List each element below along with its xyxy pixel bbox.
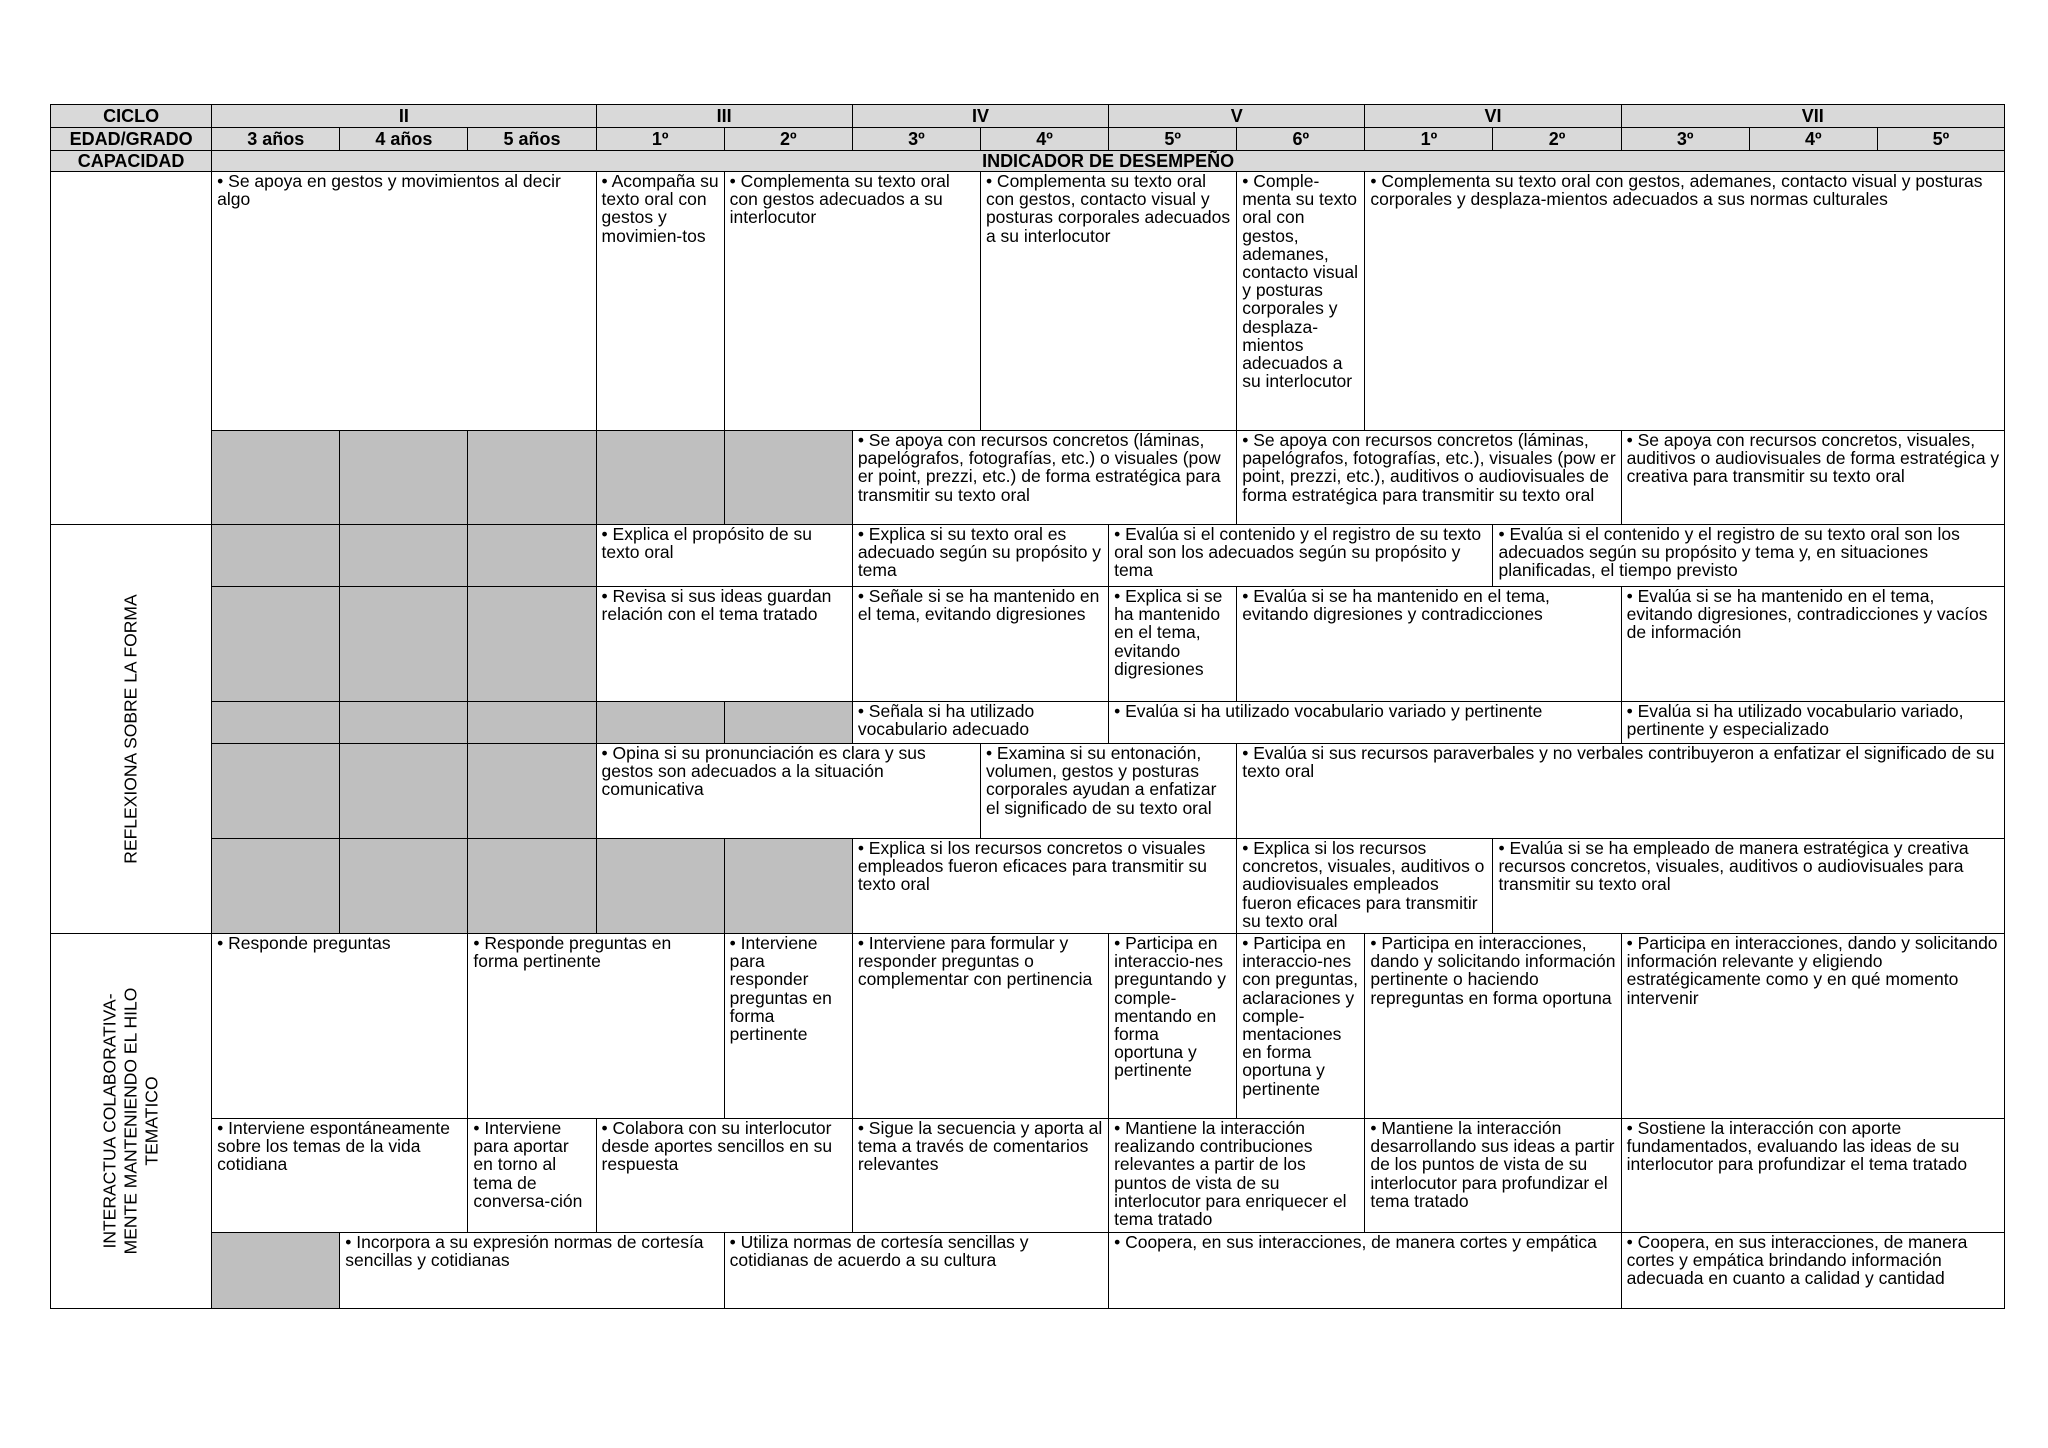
indicator-cell: • Mantiene la interacción realizando contribuciones relevantes a partir de los puntos de vista de su interlocutor para enriquecer el tema tratado — [1109, 1119, 1365, 1233]
indicator-cell: • Interviene espontáneamente sobre los temas de la vida cotidiana — [212, 1119, 468, 1233]
empty-cell — [340, 839, 468, 934]
table-row — [51, 1233, 2005, 1309]
performance-indicator-table — [50, 104, 2005, 1309]
indicator-cell: • Se apoya con recursos concretos (láminas, papelógrafos, fotografías, etc.), visuales (pow er point, prezzi, etc.), auditivos o audiovisuales de forma estratégica para transmitir su texto oral — [1237, 431, 1621, 525]
indicator-cell: • Complementa su texto oral con gestos, contacto visual y posturas corporales adecuados a su interlocutor — [980, 172, 1236, 431]
indicator-cell: • Evalúa si ha utilizado vocabulario variado y pertinente — [1109, 702, 1622, 744]
table-row — [51, 934, 2005, 1119]
empty-cell — [468, 431, 596, 525]
indicator-cell: • Coopera, en sus interacciones, de manera cortes y empática brindando información adecuada en cuanto a calidad y cantidad — [1621, 1233, 2004, 1309]
table-row — [51, 525, 2005, 587]
indicator-cell: • Coopera, en sus interacciones, de manera cortes y empática — [1109, 1233, 1622, 1309]
document-page — [50, 104, 2005, 1313]
empty-cell — [212, 525, 340, 587]
grado-5-primaria: 5º — [1109, 128, 1237, 151]
table-row — [51, 744, 2005, 839]
indicator-cell: • Revisa si sus ideas guardan relación con el tema tratado — [596, 587, 852, 702]
empty-cell — [340, 702, 468, 744]
empty-cell — [724, 839, 852, 934]
capacidad-interactua-line3: TEMATICO — [141, 1076, 162, 1166]
grado-2-secundaria: 2º — [1493, 128, 1621, 151]
indicator-cell: • Participa en interaccio-nes preguntando y comple-mentando en forma oportuna y pertinente — [1109, 934, 1237, 1119]
ciclo-iii: III — [596, 105, 852, 128]
ciclo-ii: II — [212, 105, 596, 128]
ciclo-vii: VII — [1621, 105, 2004, 128]
capacidad-label: CAPACIDAD — [51, 151, 212, 172]
empty-cell — [468, 744, 596, 839]
empty-cell — [468, 587, 596, 702]
capacidad-reflexiona-label: REFLEXIONA SOBRE LA FORMA — [120, 594, 141, 864]
indicator-cell: • Explica el propósito de su texto oral — [596, 525, 852, 587]
empty-cell — [212, 431, 340, 525]
indicator-cell: • Señala si ha utilizado vocabulario adecuado — [852, 702, 1108, 744]
indicator-cell: • Responde preguntas — [212, 934, 468, 1119]
indicator-cell: • Explica si los recursos concretos, visuales, auditivos o audiovisuales empleados fueron eficaces para transmitir su texto oral — [1237, 839, 1493, 934]
grado-2-primaria: 2º — [724, 128, 852, 151]
indicator-cell: • Complementa su texto oral con gestos, ademanes, contacto visual y posturas corporales y desplaza-mientos adecuados a sus normas culturales — [1365, 172, 2005, 431]
table-row — [51, 172, 2005, 431]
indicator-cell: • Participa en interacciones, dando y solicitando información relevante y eligiendo estratégicamente como y en qué momento intervenir — [1621, 934, 2004, 1119]
ciclo-header-row — [51, 105, 2005, 128]
indicator-cell: • Mantiene la interacción desarrollando sus ideas a partir de los puntos de vista de su interlocutor para profundizar el tema tratado — [1365, 1119, 1621, 1233]
table-row — [51, 839, 2005, 934]
grado-header-row — [51, 128, 2005, 151]
grado-3-anos: 3 años — [212, 128, 340, 151]
table-row — [51, 431, 2005, 525]
grado-6-primaria: 6º — [1237, 128, 1365, 151]
grado-4-primaria: 4º — [980, 128, 1108, 151]
indicator-cell: • Señale si se ha mantenido en el tema, evitando digresiones — [852, 587, 1108, 702]
indicator-cell: • Examina si su entonación, volumen, gestos y posturas corporales ayudan a enfatizar el significado de su texto oral — [980, 744, 1236, 839]
empty-cell — [596, 431, 724, 525]
indicator-cell: • Sostiene la interacción con aporte fundamentados, evaluando las ideas de su interlocutor para profundizar el tema tratado — [1621, 1119, 2004, 1233]
table-row — [51, 587, 2005, 702]
indicator-cell: • Participa en interacciones, dando y solicitando información pertinente o haciendo repreguntas en forma oportuna — [1365, 934, 1621, 1119]
ciclo-label: CICLO — [51, 105, 212, 128]
indicator-cell: • Evalúa si ha utilizado vocabulario variado, pertinente y especializado — [1621, 702, 2004, 744]
empty-cell — [468, 525, 596, 587]
capacidad-interactua-line1: INTERACTUA COLABORATIVA- — [99, 993, 120, 1249]
ciclo-vi: VI — [1365, 105, 1621, 128]
indicator-cell: • Complementa su texto oral con gestos adecuados a su interlocutor — [724, 172, 980, 431]
indicator-cell: • Interviene para aportar en torno al tema de conversa-ción — [468, 1119, 596, 1233]
indicator-cell: • Interviene para responder preguntas en forma pertinente — [724, 934, 852, 1119]
empty-cell — [468, 702, 596, 744]
indicator-cell: • Se apoya con recursos concretos, visuales, auditivos o audiovisuales de forma estratégica y creativa para transmitir su texto oral — [1621, 431, 2004, 525]
indicator-cell: • Evalúa si el contenido y el registro de su texto oral son los adecuados según su propósito y tema — [1109, 525, 1493, 587]
indicator-cell: • Colabora con su interlocutor desde aportes sencillos en su respuesta — [596, 1119, 852, 1233]
empty-cell — [340, 525, 468, 587]
indicator-cell: • Explica si los recursos concretos o visuales empleados fueron eficaces para transmitir su texto oral — [852, 839, 1236, 934]
table-row — [51, 702, 2005, 744]
indicator-cell: • Acompaña su texto oral con gestos y movimien-tos — [596, 172, 724, 431]
capacidad-header-row — [51, 151, 2005, 172]
empty-cell — [468, 839, 596, 934]
empty-cell — [212, 587, 340, 702]
indicator-cell: • Evalúa si se ha empleado de manera estratégica y creativa recursos concretos, visuales, auditivos o audiovisuales para transmitir su texto oral — [1493, 839, 2005, 934]
grado-5-anos: 5 años — [468, 128, 596, 151]
grado-3-primaria: 3º — [852, 128, 980, 151]
grado-5-secundaria: 5º — [1877, 128, 2004, 151]
grado-4-anos: 4 años — [340, 128, 468, 151]
empty-cell — [596, 839, 724, 934]
empty-cell — [340, 744, 468, 839]
empty-cell — [340, 431, 468, 525]
capacidad-reflexiona — [51, 525, 212, 934]
empty-cell — [212, 1233, 340, 1309]
indicator-cell: • Evalúa si el contenido y el registro de su texto oral son los adecuados según su propósito y tema y, en situaciones planificadas, el tiempo previsto — [1493, 525, 2005, 587]
indicator-cell: • Opina si su pronunciación es clara y sus gestos son adecuados a la situación comunicativa — [596, 744, 980, 839]
grado-3-secundaria: 3º — [1621, 128, 1749, 151]
indicator-cell: • Sigue la secuencia y aporta al tema a través de comentarios relevantes — [852, 1119, 1108, 1233]
grado-1-secundaria: 1º — [1365, 128, 1493, 151]
indicator-cell: • Comple-menta su texto oral con gestos, ademanes, contacto visual y posturas corporales y desplaza-mientos adecuados a su interlocutor — [1237, 172, 1365, 431]
empty-cell — [724, 431, 852, 525]
ciclo-iv: IV — [852, 105, 1108, 128]
empty-cell — [340, 587, 468, 702]
indicator-cell: • Evalúa si se ha mantenido en el tema, evitando digresiones y contradicciones — [1237, 587, 1621, 702]
indicator-cell: • Utiliza normas de cortesía sencillas y cotidianas de acuerdo a su cultura — [724, 1233, 1108, 1309]
indicator-cell: • Se apoya con recursos concretos (láminas, papelógrafos, fotografías, etc.) o visuales (pow er point, prezzi, etc.) de forma estratégica para transmitir su texto oral — [852, 431, 1236, 525]
indicador-desempeno-label: INDICADOR DE DESEMPEÑO — [212, 151, 2005, 172]
empty-cell — [596, 702, 724, 744]
edad-grado-label: EDAD/GRADO — [51, 128, 212, 151]
table-row — [51, 1119, 2005, 1233]
indicator-cell: • Participa en interaccio-nes con preguntas, aclaraciones y comple-mentaciones en forma oportuna y pertinente — [1237, 934, 1365, 1119]
indicator-cell: • Se apoya en gestos y movimientos al decir algo — [212, 172, 596, 431]
ciclo-v: V — [1109, 105, 1365, 128]
grado-4-secundaria: 4º — [1749, 128, 1877, 151]
indicator-cell: • Evalúa si se ha mantenido en el tema, evitando digresiones, contradicciones y vacíos de información — [1621, 587, 2004, 702]
indicator-cell: • Explica si se ha mantenido en el tema, evitando digresiones — [1109, 587, 1237, 702]
empty-cell — [212, 744, 340, 839]
indicator-cell: • Evalúa si sus recursos paraverbales y no verbales contribuyeron a enfatizar el significado de su texto oral — [1237, 744, 2005, 839]
empty-cell — [212, 702, 340, 744]
indicator-cell: • Incorpora a su expresión normas de cortesía sencillas y cotidianas — [340, 1233, 724, 1309]
indicator-cell: • Interviene para formular y responder preguntas o complementar con pertinencia — [852, 934, 1108, 1119]
indicator-cell: • Responde preguntas en forma pertinente — [468, 934, 724, 1119]
capacidad-interactua — [51, 934, 212, 1309]
grado-1-primaria: 1º — [596, 128, 724, 151]
empty-cell — [724, 702, 852, 744]
empty-cell — [212, 839, 340, 934]
capacidad-cell-empty — [51, 172, 212, 525]
capacidad-interactua-line2: MENTE MANTENIENDO EL HILO — [120, 987, 141, 1255]
indicator-cell: • Explica si su texto oral es adecuado según su propósito y tema — [852, 525, 1108, 587]
